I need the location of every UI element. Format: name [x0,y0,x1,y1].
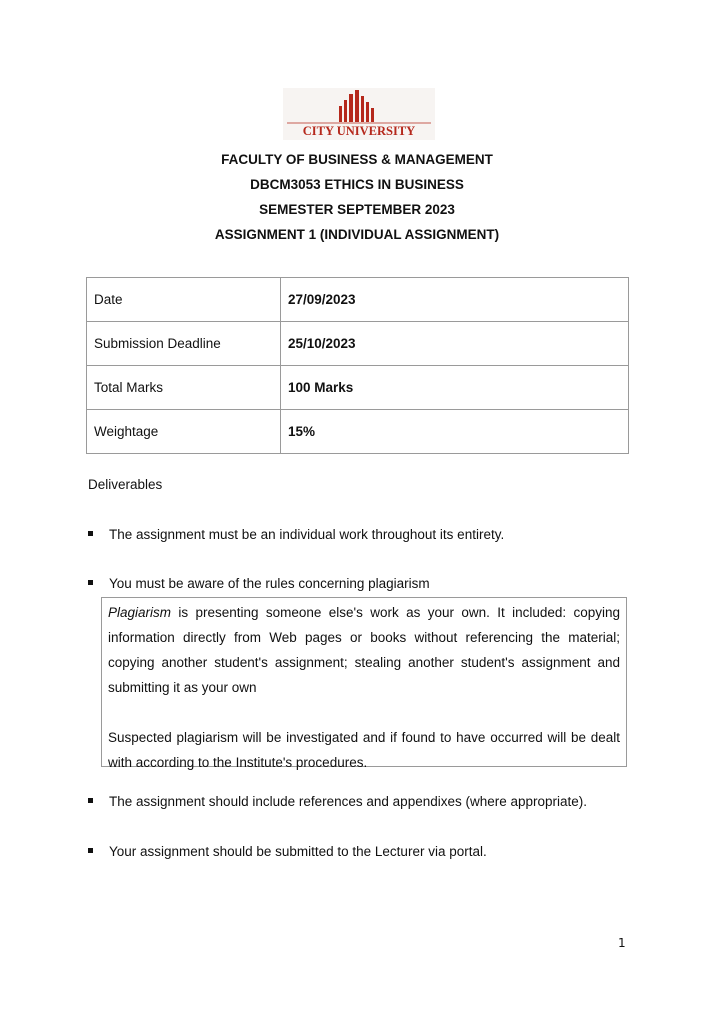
date-label: Date [87,278,281,322]
weightage-label: Weightage [87,410,281,454]
assignment-info-table [86,277,629,454]
faculty-heading: FACULTY OF BUSINESS & MANAGEMENT [221,152,493,167]
plagiarism-definition [108,600,620,700]
page-number: 1 [618,936,626,950]
table-row [87,366,629,410]
bullet-square-icon [88,848,93,853]
deadline-label: Submission Deadline [87,322,281,366]
deliverable-text: The assignment should include references and appendixes (where appropriate). [109,794,588,809]
assignment-heading: ASSIGNMENT 1 (INDIVIDUAL ASSIGNMENT) [214,227,500,242]
weightage-value: 15% [281,410,629,454]
table-row [87,410,629,454]
plagiarism-term: Plagiarism [108,605,172,620]
semester-heading: SEMESTER SEPTEMBER 2023 [259,202,455,217]
course-heading: DBCM3053 ETHICS IN BUSINESS [250,177,464,192]
plagiarism-notice-box [101,597,627,770]
bullet-square-icon [88,798,93,803]
plagiarism-investigation: Suspected plagiarism will be investigated and if found to have occurred will be dealt with according to the Institute's procedures. [108,730,620,770]
total-marks-value: 100 Marks [281,366,629,410]
bullet-square-icon [88,531,93,536]
total-marks-label: Total Marks [87,366,281,410]
university-logo [283,88,435,140]
bullet-square-icon [88,580,93,585]
deliverable-text: The assignment must be an individual work throughout its entirety. [109,527,505,542]
table-row [87,278,629,322]
deliverable-text: You must be aware of the rules concerning plagiarism [109,576,430,591]
logo-text: CITY UNIVERSITY [302,124,416,138]
deliverables-heading: Deliverables [88,477,163,492]
table-row [87,322,629,366]
plagiarism-definition-text: is presenting someone else's work as your own. It included: copying information directly from Web pages or books without referencing the material; copying another student's assignment; stealing another student's assignment and submitting it as your own [108,605,620,695]
deliverable-text: Your assignment should be submitted to the Lecturer via portal. [109,844,487,859]
city-university-logo-graphic [283,88,435,140]
deadline-value: 25/10/2023 [281,322,629,366]
date-value: 27/09/2023 [281,278,629,322]
